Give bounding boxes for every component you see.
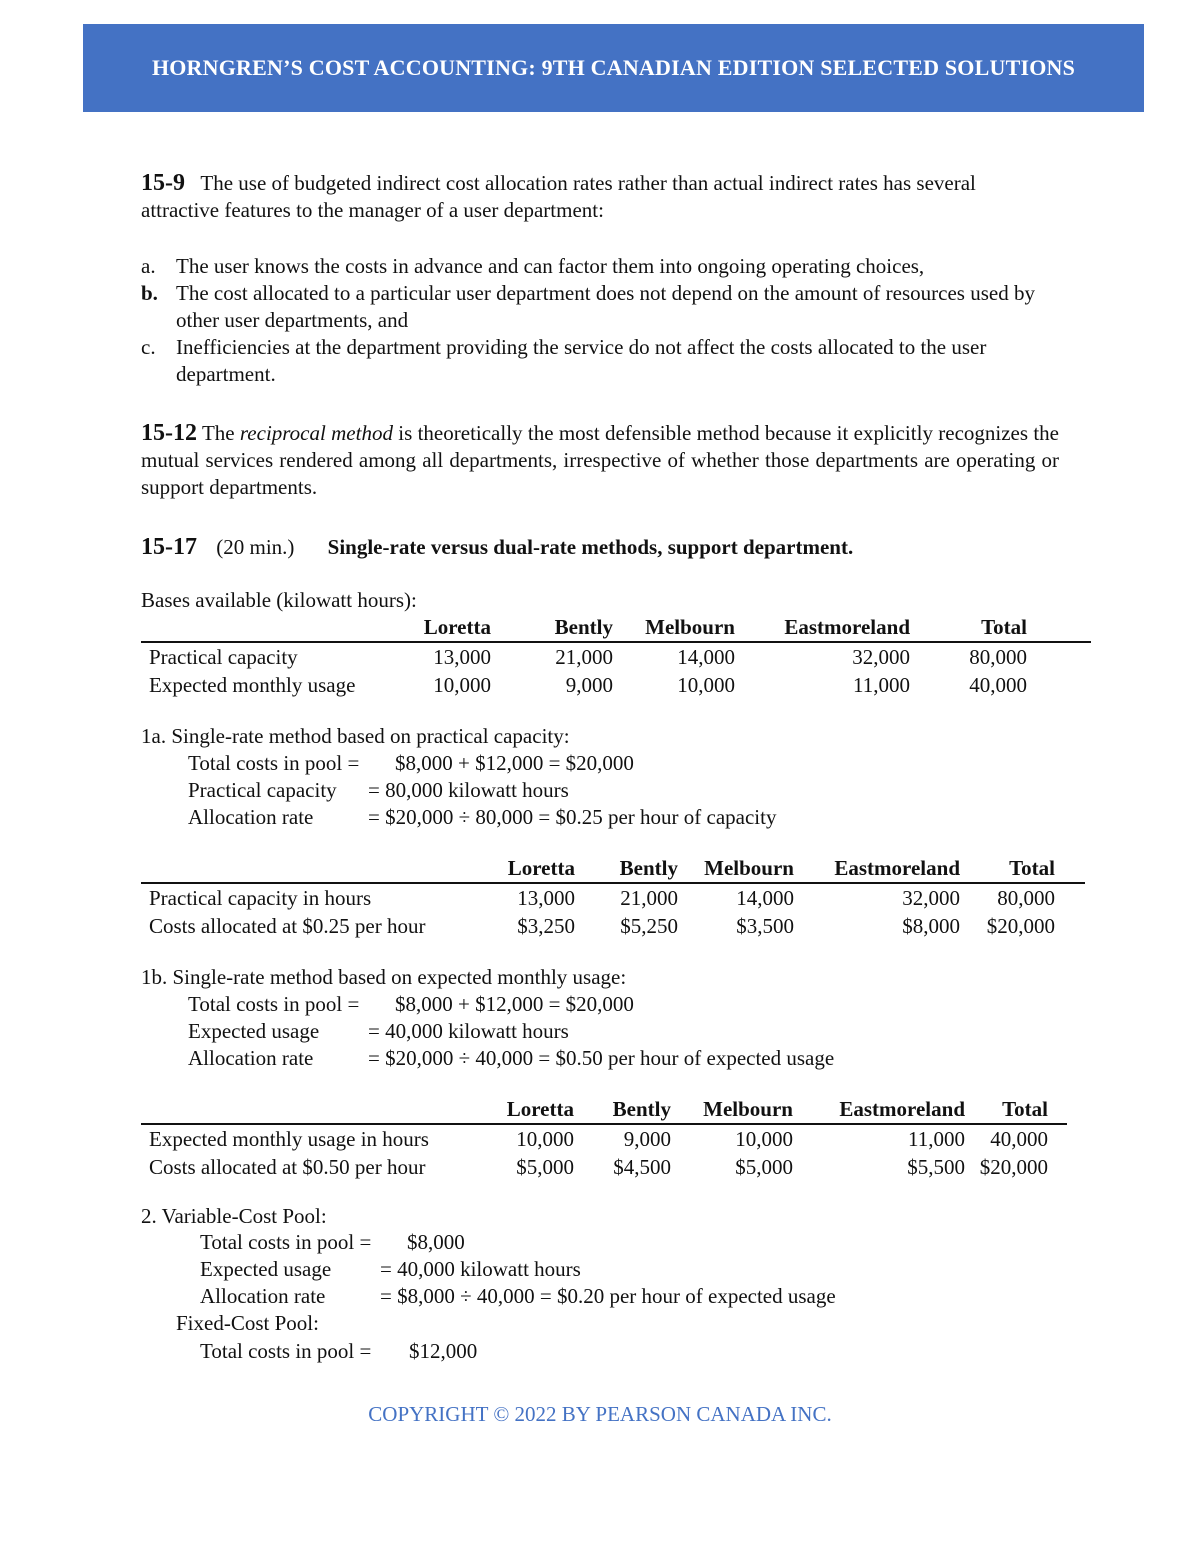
header-title: HORNGREN’S COST ACCOUNTING: 9TH CANADIAN EDITION SELECTED SOLUTIONS (151, 55, 1076, 80)
col-melbourn: Melbourn (671, 1096, 793, 1124)
calc-line: Total costs in pool = $8,000 (200, 1230, 465, 1254)
calc-line: Allocation rate = $8,000 ÷ 40,000 = $0.20 per hour of expected usage (200, 1284, 836, 1308)
table-row: Practical capacity in hours 13,000 21,000 14,000 32,000 80,000 (149, 886, 1055, 910)
table-header-row (141, 1096, 1067, 1124)
list-label: a. (141, 254, 156, 278)
question-number: 15-17 (141, 534, 197, 560)
col-loretta: Loretta (477, 1096, 574, 1124)
table-row: Costs allocated at $0.25 per hour $3,250 $5,250 $3,500 $8,000 $20,000 (149, 914, 1055, 938)
list-item (141, 334, 1059, 388)
col-bently: Bently (574, 1096, 671, 1124)
text-pre: The (201, 421, 235, 445)
table-header-row (141, 614, 1091, 642)
table-row: Practical capacity 13,000 21,000 14,000 32,000 80,000 (149, 645, 1027, 669)
question-15-9-intro (141, 170, 1059, 224)
table-row: Costs allocated at $0.50 per hour $5,000 $4,500 $5,000 $5,500 $20,000 (149, 1155, 1048, 1179)
part-1b-title: 1b. Single-rate method based on expected monthly usage: (141, 965, 627, 989)
col-melbourn: Melbourn (613, 614, 735, 642)
calc-line: Total costs in pool = $12,000 (200, 1339, 478, 1363)
list-item (141, 253, 1059, 280)
allocation-usage-table (141, 1096, 1067, 1181)
term-reciprocal-method: reciprocal method (239, 421, 393, 445)
col-total: Total (960, 855, 1055, 883)
header-banner (83, 24, 1144, 112)
copyright-footer: COPYRIGHT © 2022 BY PEARSON CANADA INC. (368, 1402, 832, 1426)
col-total: Total (965, 1096, 1048, 1124)
table-header-row (141, 855, 1085, 883)
calc-line: Expected usage = 40,000 kilowatt hours (200, 1257, 581, 1281)
col-bently: Bently (491, 614, 613, 642)
question-15-12 (141, 420, 1059, 501)
list-text: Inefficiencies at the department providing the service do not affect the costs allocated to the user department. (176, 335, 987, 386)
calc-line: Total costs in pool = $8,000 + $12,000 = $20,000 (188, 751, 634, 775)
list-label: b. (141, 281, 158, 305)
list-text: The cost allocated to a particular user department does not depend on the amount of resources used by other user departments, and (176, 281, 1035, 332)
col-eastmoreland: Eastmoreland (793, 1096, 965, 1124)
part-1a-title: 1a. Single-rate method based on practical capacity: (141, 724, 570, 748)
col-loretta: Loretta (391, 614, 491, 642)
intro-text: The use of budgeted indirect cost allocation rates rather than actual indirect rates has several attractive features to the manager of a user department: (141, 171, 976, 222)
calc-line: Expected usage = 40,000 kilowatt hours (188, 1019, 569, 1043)
table-row: Expected monthly usage in hours 10,000 9,000 10,000 11,000 40,000 (149, 1127, 1048, 1151)
bases-label: Bases available (kilowatt hours): (141, 588, 417, 612)
bases-table (141, 614, 1091, 699)
list-label: c. (141, 335, 156, 359)
col-bently: Bently (575, 855, 678, 883)
col-total: Total (910, 614, 1027, 642)
col-loretta: Loretta (481, 855, 575, 883)
question-minutes: (20 min.) (216, 535, 295, 559)
question-title: Single-rate versus dual-rate methods, support department. (327, 535, 854, 559)
col-melbourn: Melbourn (678, 855, 794, 883)
part-2-title: 2. Variable-Cost Pool: (141, 1204, 327, 1228)
allocation-capacity-table (141, 855, 1085, 940)
col-eastmoreland: Eastmoreland (735, 614, 910, 642)
list-item (141, 280, 1059, 334)
fixed-cost-pool-title: Fixed-Cost Pool: (176, 1311, 319, 1335)
question-number: 15-12 (141, 420, 197, 446)
text-post: is theoretically the most defensible method because it explicitly recognizes the mutual services rendered among all departments, irrespective of whether those departments are operating or support departments. (141, 421, 1059, 499)
table-row: Expected monthly usage 10,000 9,000 10,000 11,000 40,000 (149, 673, 1027, 697)
calc-line: Total costs in pool = $8,000 + $12,000 = $20,000 (188, 992, 634, 1016)
question-15-17-heading (141, 532, 853, 562)
calc-line: Allocation rate = $20,000 ÷ 80,000 = $0.25 per hour of capacity (188, 805, 777, 829)
list-text: The user knows the costs in advance and can factor them into ongoing operating choices, (176, 254, 925, 278)
question-number: 15-9 (141, 170, 185, 196)
calc-line: Allocation rate = $20,000 ÷ 40,000 = $0.50 per hour of expected usage (188, 1046, 835, 1070)
calc-line: Practical capacity = 80,000 kilowatt hours (188, 778, 569, 802)
col-eastmoreland: Eastmoreland (794, 855, 960, 883)
